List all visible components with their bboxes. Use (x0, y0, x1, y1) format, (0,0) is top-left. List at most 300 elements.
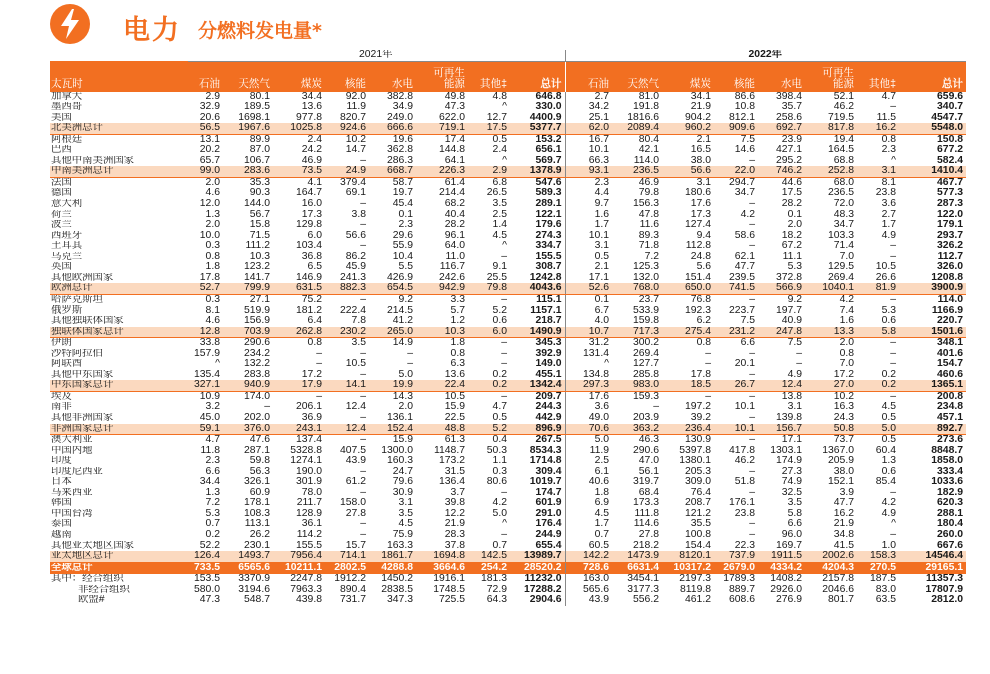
cell-gas-2021: 87.0 (249, 145, 270, 156)
cell-nuclear-2022: 86.6 (734, 91, 756, 102)
cell-renewables-2021: 28.3 (444, 529, 465, 540)
cell-nuclear-2022: 51.8 (734, 477, 756, 488)
cell-gas-2021: 548.7 (243, 595, 270, 606)
cell-nuclear-2021: 1912.2 (334, 573, 366, 585)
cell-other-2022: 4.9 (881, 230, 897, 241)
cell-oil-2021: 10.0 (199, 230, 220, 241)
cell-hydro-2021: 668.7 (369, 166, 416, 177)
cell-coal-2022: 17.6 (690, 199, 712, 210)
cell-total-2022: 5548.0 (899, 123, 966, 134)
cell-hydro-2021: 75.9 (392, 529, 413, 540)
cell-oil-2022: 34.2 (565, 102, 612, 113)
cell-renewables-2022: 2157.8 (822, 573, 855, 585)
cell-total-2022: 234.8 (937, 402, 964, 413)
cell-other-2021: ^ (502, 241, 507, 252)
cell-coal-2021: 190.0 (295, 466, 322, 477)
cell-oil-2021: 59.1 (188, 424, 223, 435)
cell-coal-2021: 631.5 (273, 283, 325, 294)
cell-gas-2021: 519.9 (243, 305, 270, 316)
cell-hydro-2022: 28.2 (781, 199, 803, 210)
cell-gas-2021: 106.7 (243, 155, 270, 166)
cell-other-2022: 23.8 (875, 188, 897, 199)
cell-total-2022: 200.8 (937, 391, 964, 402)
cell-oil-2022: 0.5 (565, 252, 612, 263)
cell-nuclear-2022: – (749, 220, 756, 231)
cell-gas-2022: 768.0 (612, 283, 662, 294)
cell-other-2022: 0.6 (881, 466, 897, 477)
cell-coal-2021: 6.5 (307, 262, 322, 273)
cell-coal-2021: 73.5 (273, 166, 325, 177)
row-label: 欧盟# (78, 595, 105, 606)
cell-nuclear-2022: 22.0 (714, 166, 758, 177)
cell-renewables-2022: 4204.3 (805, 562, 857, 574)
cell-other-2021: 2.4 (492, 145, 507, 156)
table-row (50, 424, 966, 435)
cell-gas-2021: 56.3 (249, 466, 270, 477)
cell-renewables-2021: 3664.6 (416, 562, 468, 574)
cell-renewables-2021: 719.1 (416, 123, 468, 134)
cell-coal-2021: 243.1 (273, 424, 325, 435)
cell-gas-2021: 90.3 (249, 188, 270, 199)
cell-hydro-2022: 7.5 (787, 337, 803, 349)
cell-gas-2022: 6631.4 (612, 562, 662, 574)
cell-other-2022: 8.1 (881, 177, 897, 188)
cell-hydro-2021: 2.0 (398, 402, 413, 413)
cell-hydro-2021: 1861.7 (369, 551, 416, 562)
cell-gas-2021: 189.5 (243, 102, 270, 113)
cell-hydro-2022: 746.2 (758, 166, 805, 177)
row-label: 其他欧洲国家 (51, 272, 114, 283)
cell-other-2021: 6.8 (492, 177, 507, 188)
cell-hydro-2022: 27.3 (781, 466, 803, 477)
cell-nuclear-2022: – (749, 412, 756, 423)
row-label: 阿根廷 (51, 134, 83, 145)
cell-coal-2021: 46.9 (301, 155, 322, 166)
cell-gas-2022: – (653, 402, 660, 413)
cell-total-2022: 11357.3 (926, 573, 964, 585)
cell-hydro-2022: 5.3 (787, 262, 803, 273)
cell-nuclear-2022: – (749, 391, 756, 402)
cell-total-2022: 220.7 (937, 316, 964, 327)
cell-other-2021: 3.5 (492, 199, 507, 210)
cell-other-2022: 4.2 (881, 498, 897, 509)
cell-gas-2022: 2089.4 (612, 123, 662, 134)
cell-renewables-2021: 622.0 (438, 112, 465, 123)
cell-nuclear-2021: 12.4 (345, 402, 366, 413)
cell-total-2021: 149.0 (535, 359, 562, 370)
cell-other-2021: 12.7 (486, 112, 507, 123)
cell-total-2021: 896.9 (510, 424, 565, 435)
cell-other-2021: 2.9 (468, 166, 510, 177)
cell-total-2022: 4547.7 (931, 112, 964, 123)
cell-total-2021: 646.8 (535, 91, 562, 102)
cell-renewables-2021: 49.8 (444, 91, 465, 102)
cell-total-2021: 569.7 (535, 155, 562, 166)
cell-coal-2022: – (705, 348, 712, 359)
cell-nuclear-2022: 1789.3 (723, 573, 756, 585)
table-row (50, 145, 966, 156)
cell-renewables-2022: 817.8 (805, 123, 857, 134)
cell-other-2021: 4.5 (492, 230, 507, 241)
col-header-nuclear-2021: 核能 (325, 61, 369, 92)
col-header-other-2021: 其他‡ (468, 61, 510, 92)
cell-oil-2021: 5.3 (205, 508, 220, 519)
cell-other-2021: 26.5 (486, 188, 507, 199)
cell-nuclear-2021: 890.4 (339, 584, 366, 595)
cell-total-2022: 182.9 (937, 487, 964, 498)
cell-oil-2021: 17.8 (199, 272, 220, 283)
cell-gas-2022: 319.7 (633, 477, 660, 488)
cell-coal-2021: 36.1 (301, 519, 322, 530)
cell-hydro-2021: 265.0 (369, 327, 416, 338)
cell-coal-2021: 6.4 (307, 316, 322, 327)
cell-coal-2022: 1380.1 (679, 456, 712, 467)
cell-gas-2021: 1493.7 (223, 551, 273, 562)
cell-nuclear-2021: 222.4 (339, 305, 366, 316)
cell-renewables-2022: 2046.6 (822, 584, 855, 595)
cell-gas-2021: 27.1 (249, 294, 270, 305)
cell-total-2022: 122.0 (937, 209, 964, 220)
row-label: 其他中南美洲国家 (51, 155, 135, 166)
cell-renewables-2021: 61.3 (444, 434, 465, 446)
row-label: 全球总计 (50, 562, 188, 574)
cell-total-2021: 8534.3 (529, 445, 562, 456)
cell-other-2021: 5.2 (492, 305, 507, 316)
cell-hydro-2021: 79.6 (392, 477, 413, 488)
cell-coal-2022: 192.3 (685, 305, 712, 316)
cell-other-2021: 1.4 (492, 220, 507, 231)
cell-nuclear-2021: 61.2 (345, 477, 366, 488)
table-row (50, 595, 966, 606)
cell-other-2022: 0.2 (881, 369, 897, 380)
cell-renewables-2021: 10.3 (416, 327, 468, 338)
cell-renewables-2021: 1748.5 (433, 584, 465, 595)
cell-total-2021: 601.9 (535, 498, 562, 509)
cell-total-2021: 1157.1 (530, 305, 562, 316)
col-header-total-2022: 总计 (899, 61, 966, 92)
cell-gas-2022: 42.1 (638, 145, 660, 156)
cell-renewables-2022: 47.7 (833, 498, 855, 509)
cell-coal-2021: 7963.3 (290, 584, 322, 595)
cell-total-2021: 345.3 (535, 337, 562, 349)
cell-other-2021: – (501, 391, 507, 402)
cell-coal-2021: 977.8 (295, 112, 322, 123)
cell-other-2021: ^ (502, 155, 507, 166)
cell-hydro-2022: 40.9 (781, 316, 803, 327)
cell-coal-2022: 5397.8 (679, 445, 712, 456)
table-row (50, 294, 966, 305)
cell-oil-2021: 2.9 (205, 91, 220, 102)
cell-renewables-2022: 68.0 (833, 177, 855, 188)
cell-coal-2022: 8119.8 (680, 584, 712, 595)
cell-gas-2022: 23.7 (638, 294, 660, 305)
cell-hydro-2021: 249.0 (386, 112, 413, 123)
cell-nuclear-2022: 23.8 (734, 508, 756, 519)
cell-renewables-2022: 19.4 (833, 134, 855, 145)
cell-other-2021: 4.7 (492, 402, 507, 413)
cell-renewables-2021: 96.1 (444, 230, 465, 241)
cell-total-2022: 467.7 (937, 177, 964, 188)
cell-other-2021: 181.3 (480, 573, 507, 585)
row-label: 北美洲总计 (50, 123, 188, 134)
cell-renewables-2022: 7.4 (839, 305, 855, 316)
col-header-hydro-2022: 水电 (758, 61, 805, 92)
cell-other-2022: 158.3 (857, 551, 899, 562)
cell-total-2022: 582.4 (937, 155, 964, 166)
cell-nuclear-2021: 158.0 (339, 498, 366, 509)
cell-coal-2021: 78.0 (301, 487, 322, 498)
cell-gas-2022: 47.8 (638, 209, 660, 220)
cell-renewables-2022: 13.3 (805, 327, 857, 338)
cell-other-2022: – (890, 294, 897, 305)
cell-hydro-2021: 15.9 (392, 434, 413, 446)
cell-coal-2022: – (705, 391, 712, 402)
cell-coal-2021: 17.9 (273, 380, 325, 391)
cell-total-2022: 2812.0 (931, 595, 964, 606)
cell-other-2022: 63.5 (875, 595, 897, 606)
cell-renewables-2022: 719.5 (828, 112, 855, 123)
cell-nuclear-2022: – (749, 348, 756, 359)
cell-nuclear-2022: – (749, 241, 756, 252)
cell-oil-2021: 0.8 (205, 251, 220, 262)
cell-hydro-2021: 2838.5 (381, 584, 413, 595)
cell-total-2021: 115.1 (536, 294, 562, 305)
cell-other-2022: – (890, 359, 897, 370)
cell-oil-2021: 153.5 (193, 573, 220, 585)
cell-renewables-2022: 3.9 (839, 487, 855, 498)
cell-gas-2022: 46.3 (638, 434, 660, 446)
cell-other-2021: 0.7 (492, 540, 507, 551)
cell-total-2021: 209.7 (535, 391, 562, 402)
cell-oil-2021: 1.3 (205, 487, 220, 498)
table-row (50, 551, 966, 562)
cell-nuclear-2022: 417.8 (729, 445, 756, 456)
cell-gas-2022: 269.4 (633, 348, 660, 359)
cell-renewables-2022: 16.2 (833, 508, 855, 519)
cell-gas-2022: 79.8 (638, 188, 660, 199)
cell-nuclear-2021: 731.7 (339, 595, 366, 606)
page-subtitle: 分燃料发电量* (198, 20, 322, 42)
table-row (50, 488, 966, 499)
row-label: 巴西 (51, 145, 72, 156)
page-header (50, 2, 970, 44)
cell-gas-2021: 230.1 (243, 540, 270, 551)
cell-renewables-2021: 47.3 (444, 102, 465, 113)
cell-gas-2022: 3177.3 (627, 584, 660, 595)
cell-hydro-2021: 163.3 (386, 540, 413, 551)
cell-gas-2022: 71.8 (638, 241, 660, 252)
cell-oil-2021: 33.8 (199, 337, 220, 349)
cell-hydro-2022: 6.6 (787, 519, 803, 530)
cell-hydro-2022: 174.9 (776, 456, 803, 467)
cell-renewables-2021: 1.2 (450, 316, 465, 327)
cell-renewables-2022: 27.0 (805, 380, 857, 391)
cell-other-2022: 83.0 (875, 584, 897, 595)
cell-gas-2022: 46.9 (638, 177, 660, 188)
cell-coal-2021: 128.9 (295, 508, 322, 519)
cell-coal-2021: 206.1 (295, 402, 322, 413)
cell-renewables-2021: 942.9 (416, 283, 468, 294)
row-label: 其他中东国家 (51, 369, 114, 380)
cell-total-2022: 180.4 (937, 519, 964, 530)
cell-renewables-2021: 214.4 (438, 188, 465, 199)
cell-nuclear-2022: 20.1 (734, 359, 756, 370)
cell-oil-2021: 580.0 (193, 584, 220, 595)
cell-oil-2022: 66.3 (565, 156, 612, 167)
cell-renewables-2022: 73.7 (833, 434, 855, 446)
cell-total-2021: 4400.9 (529, 112, 562, 123)
cell-hydro-2021: 286.3 (386, 155, 413, 166)
cell-nuclear-2022: – (749, 519, 756, 530)
cell-renewables-2021: 15.9 (444, 402, 465, 413)
cell-renewables-2021: 40.4 (444, 209, 465, 220)
cell-hydro-2021: 14.3 (392, 391, 413, 402)
cell-gas-2021: 1967.6 (223, 123, 273, 134)
cell-hydro-2021: 426.9 (386, 272, 413, 283)
cell-nuclear-2021: – (360, 434, 366, 446)
cell-oil-2021: 2.0 (205, 220, 220, 231)
cell-gas-2021: 89.9 (249, 134, 270, 145)
table-row (50, 530, 966, 541)
cell-other-2022: – (890, 529, 897, 540)
cell-nuclear-2022: 2679.0 (714, 562, 758, 574)
table-row (50, 166, 966, 177)
cell-renewables-2021: 64.0 (444, 241, 465, 252)
cell-hydro-2021: 55.9 (392, 241, 413, 252)
cell-gas-2022: 191.8 (633, 102, 660, 113)
cell-hydro-2021: 1300.0 (381, 445, 413, 456)
cell-coal-2022: 56.6 (662, 166, 714, 177)
cell-oil-2022: 142.2 (565, 551, 612, 562)
cell-oil-2022: 1.7 (565, 220, 612, 231)
cell-gas-2022: 556.2 (633, 595, 660, 606)
cell-oil-2021: 11.8 (200, 445, 220, 456)
cell-hydro-2022: 17.1 (781, 434, 803, 446)
cell-total-2021: 455.1 (535, 369, 562, 380)
cell-hydro-2021: 30.9 (392, 487, 413, 498)
row-label: 中东国家总计 (50, 380, 188, 391)
cell-coal-2022: 8120.1 (662, 551, 714, 562)
cell-oil-2022: 52.6 (565, 283, 612, 294)
cell-renewables-2022: 71.4 (833, 241, 855, 252)
cell-other-2021: 0.2 (492, 369, 507, 380)
cell-total-2021: 1242.8 (529, 272, 562, 283)
cell-hydro-2021: 10.4 (392, 251, 413, 262)
cell-hydro-2022: 372.8 (776, 272, 803, 283)
cell-hydro-2021: 29.6 (392, 230, 413, 241)
cell-coal-2022: 275.4 (662, 327, 714, 338)
cell-nuclear-2022: 223.7 (729, 305, 756, 316)
cell-total-2021: 179.6 (535, 220, 562, 231)
col-header-oil-2021: 石油 (188, 61, 223, 92)
table-row (50, 102, 966, 113)
cell-renewables-2021: 6.3 (450, 359, 465, 370)
cell-other-2021: 0.5 (492, 412, 507, 423)
cell-hydro-2022: 258.6 (776, 112, 803, 123)
cell-other-2022: 4.7 (881, 91, 897, 102)
cell-total-2021: 1490.9 (510, 327, 565, 338)
cell-oil-2022: 0.1 (565, 294, 612, 305)
cell-total-2021: 17288.2 (523, 584, 562, 595)
cell-hydro-2022: 96.0 (781, 529, 803, 540)
cell-oil-2022: 2.7 (565, 92, 612, 103)
cell-gas-2022: 56.1 (638, 466, 660, 477)
cell-gas-2022: 1816.6 (627, 112, 660, 123)
cell-total-2021: 442.9 (535, 412, 562, 423)
row-label: 越南 (51, 529, 72, 540)
cell-total-2021: 655.4 (535, 540, 562, 551)
cell-coal-2022: 0.8 (696, 337, 712, 349)
cell-hydro-2021: 2.3 (398, 220, 413, 231)
row-label: 加拿大 (51, 91, 83, 102)
row-label: 南非 (51, 402, 72, 413)
cell-coal-2021: 0.8 (307, 337, 322, 349)
cell-nuclear-2022: – (749, 434, 756, 446)
col-header-renewables-2021: 可再生 能源 (416, 61, 468, 92)
cell-total-2022: 577.3 (937, 188, 964, 199)
cell-renewables-2021: 226.3 (416, 166, 468, 177)
table-row (50, 477, 966, 488)
cell-oil-2022: 60.5 (565, 541, 612, 552)
table-row (50, 585, 966, 596)
cell-hydro-2021: 214.5 (386, 305, 413, 316)
cell-gas-2022: 7.2 (644, 251, 660, 262)
cell-coal-2021: 103.4 (295, 241, 322, 252)
cell-hydro-2022: 0.1 (787, 209, 803, 220)
cell-nuclear-2021: 43.9 (345, 456, 366, 467)
cell-renewables-2021: 725.5 (438, 595, 465, 606)
cell-oil-2021: 52.2 (199, 540, 220, 551)
cell-nuclear-2022: – (749, 487, 756, 498)
cell-coal-2021: 17.3 (301, 209, 322, 220)
cell-oil-2022: 2.5 (565, 456, 612, 467)
cell-gas-2022: 533.9 (633, 305, 660, 316)
cell-hydro-2022: 13.8 (781, 391, 803, 402)
row-label: 独联体国家总计 (50, 327, 188, 338)
row-label: 印度尼西亚 (51, 466, 103, 477)
cell-coal-2022: 208.7 (685, 498, 712, 509)
cell-oil-2021: 56.5 (188, 123, 223, 134)
cell-other-2022: ^ (891, 519, 897, 530)
cell-hydro-2021: 4288.8 (369, 562, 416, 574)
table-row (50, 316, 966, 327)
cell-gas-2022: 3454.1 (627, 573, 660, 585)
cell-coal-2021: 7956.4 (273, 551, 325, 562)
table-row (50, 283, 966, 294)
col-header-coal-2021: 煤炭 (273, 61, 325, 92)
cell-coal-2022: 24.8 (690, 251, 712, 262)
row-label: 其中：经合组织 (51, 573, 124, 585)
cell-nuclear-2022: – (749, 294, 756, 305)
cell-renewables-2021: 3.3 (450, 294, 465, 305)
cell-total-2022: 1858.0 (931, 456, 964, 467)
cell-oil-2022: 297.3 (565, 380, 612, 391)
cell-renewables-2022: 129.5 (828, 262, 855, 273)
cell-other-2021: 2.5 (492, 209, 507, 220)
cell-gas-2021: 287.1 (243, 445, 270, 456)
cell-other-2022: ^ (891, 155, 897, 166)
cell-gas-2022: 27.8 (638, 529, 660, 540)
cell-other-2021: 17.5 (468, 123, 510, 134)
cell-oil-2021: 10.9 (199, 391, 220, 402)
cell-coal-2022: 130.9 (685, 434, 712, 446)
cell-coal-2021: 13.6 (301, 102, 322, 113)
cell-nuclear-2021: 27.8 (345, 508, 366, 519)
table-row (50, 199, 966, 210)
cell-nuclear-2022: – (749, 369, 756, 380)
cell-nuclear-2021: 86.2 (345, 251, 366, 262)
cell-other-2021: 64.3 (486, 595, 507, 606)
